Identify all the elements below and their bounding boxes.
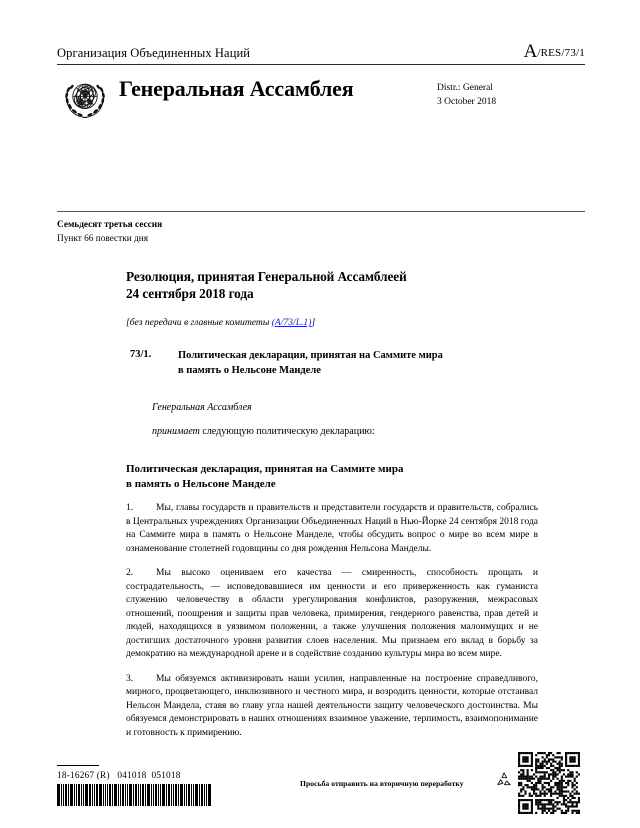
barcode-bar xyxy=(127,784,128,806)
uncommitted-text: без передачи в главные комитеты xyxy=(129,317,272,329)
paragraph-text: Мы, главы государств и правительств и представители государств и правительств, собрались в Центральных учреждениях Организации Объединенных Наций в Нью-Йорке 24 сентября 2018 года на Саммите мира в память о Нельсоне Манделе, чтобы обсудить вопрос о мире во всем мире в ознаменование столетней годовщины со дня рождения Нельсона Манделы. xyxy=(126,503,538,554)
adoption-clause-rest: следующую политическую декларацию: xyxy=(199,425,375,437)
resolution-heading-line-1: Резолюция, принятая Генеральной Ассамблеей xyxy=(126,269,407,284)
barcode-bar xyxy=(92,784,93,806)
qr-code xyxy=(518,752,580,814)
paragraph-number: 1. xyxy=(126,503,134,514)
adopting-organ: Генеральная Ассамблея xyxy=(152,401,252,413)
uncommitted-bracket-open: [ xyxy=(126,317,130,329)
barcode-bar xyxy=(65,784,67,806)
declaration-heading-line-1: Политическая декларация, принятая на Саммите мира xyxy=(126,462,404,475)
barcode-bar xyxy=(122,784,124,806)
barcode-bar xyxy=(155,784,157,806)
barcode-bar xyxy=(162,784,165,806)
barcode-bar xyxy=(186,784,187,806)
resolution-heading-line-2: 24 сентября 2018 года xyxy=(126,286,254,302)
resolution-heading xyxy=(126,268,538,302)
paragraph-text: Мы обязуемся активизировать наши усилия, направленные на построение справедливого, мирного, процветающего, инклюзивного и честного мира, и возродить ценности, которые отстаивал Нельсон Мандела, ставя во главу угла нашей деятельности защиту человеческого достоинства. Мы обязуемся демонстрировать в наших отношениях взаимное уважение, терпимость, взаимопонимание и готовность к примирению. xyxy=(126,673,538,738)
barcode-bar xyxy=(83,784,84,806)
distribution-line: Distr.: General xyxy=(437,83,493,93)
barcode-bar xyxy=(114,784,117,806)
masthead xyxy=(57,42,585,123)
document-symbol xyxy=(524,42,585,61)
barcode-bar xyxy=(78,784,80,806)
uncommitted-note xyxy=(126,316,538,329)
barcode-bar xyxy=(105,784,106,806)
uncommitted-bracket-close: ] xyxy=(311,317,316,329)
paragraph-number: 2. xyxy=(126,568,134,579)
paragraph-text: Мы высоко оцениваем его качества — смиренность, способность прощать и сострадательность, — исповедовавшиеся им ценности и его приверженность как гуманиста служению человечеству в области урегулирования конфликтов, разоружения, межрасовых отношений, поощрения и защиты прав человека, примирения, гендерного равенства, прав детей и людей, находящихся в уязвимом положении, а также улучшения положения малоимущих и не достигших достаточного уровня развития слоев населения. Мы признаем его вклад в борьбу за демократию на международной арене и в содействие созданию культуры мира во всем мире. xyxy=(126,568,538,660)
barcode-bar xyxy=(188,784,190,806)
document-symbol-number: /RES/73/1 xyxy=(537,47,585,59)
declaration-heading-line-2: в память о Нельсоне Манделе xyxy=(126,477,276,490)
organization-row xyxy=(57,42,585,63)
recycle-icon xyxy=(494,770,514,790)
date-code-2: 051018 xyxy=(151,771,181,781)
session-rule xyxy=(57,211,585,212)
barcode-bar xyxy=(147,784,150,806)
barcode-bar xyxy=(138,784,139,806)
declaration-paragraph xyxy=(126,567,538,661)
resolution-title-line-1: Политическая декларация, принятая на Саммите мира xyxy=(178,350,443,362)
organization-name: Организация Объединенных Наций xyxy=(57,46,251,61)
barcode-bar xyxy=(103,784,104,806)
barcode-bar xyxy=(160,784,161,806)
barcode-bar xyxy=(96,784,98,806)
barcode-bar xyxy=(107,784,108,806)
barcode-bar xyxy=(99,784,102,806)
barcode-bar xyxy=(195,784,198,806)
distribution-block xyxy=(437,82,585,110)
barcode-bar xyxy=(125,784,126,806)
barcode-bar xyxy=(70,784,73,806)
organ-title-row xyxy=(57,72,585,123)
footer-rule xyxy=(57,765,99,766)
adoption-clause xyxy=(152,426,538,437)
organ-title: Генеральная Ассамблея xyxy=(119,76,354,101)
barcode-bar xyxy=(133,784,134,806)
document-body xyxy=(126,268,538,740)
barcode-bar xyxy=(153,784,154,806)
adoption-verb: принимает xyxy=(152,425,200,437)
paragraph-number: 3. xyxy=(126,673,134,684)
agenda-item: Пункт 66 повестки дня xyxy=(57,234,149,245)
barcode-bar xyxy=(85,784,88,806)
barcode-bar xyxy=(118,784,119,806)
declaration-heading xyxy=(126,462,538,492)
barcode-bar xyxy=(199,784,200,806)
barcode-bar xyxy=(120,784,121,806)
barcode-bar xyxy=(61,784,62,806)
barcode xyxy=(57,784,212,806)
un-emblem-icon xyxy=(57,73,113,123)
barcode-bar xyxy=(63,784,64,806)
barcode-bar xyxy=(109,784,111,806)
document-symbol-letter: A xyxy=(523,41,538,62)
barcode-bar xyxy=(81,784,82,806)
barcode-bar xyxy=(57,784,60,806)
barcode-bar xyxy=(151,784,152,806)
job-number: 18-16267 (R) xyxy=(57,771,110,781)
job-number-line xyxy=(57,771,181,781)
masthead-rule xyxy=(57,64,585,65)
barcode-bar xyxy=(168,784,170,806)
barcode-bar xyxy=(142,784,144,806)
barcode-bar xyxy=(129,784,132,806)
barcode-bar xyxy=(184,784,185,806)
resolution-title-block xyxy=(126,349,538,377)
barcode-bar xyxy=(171,784,172,806)
barcode-bar xyxy=(158,784,159,806)
declaration-paragraph xyxy=(126,502,538,556)
barcode-bar xyxy=(193,784,194,806)
resolution-number: 73/1. xyxy=(130,349,152,361)
resolution-title-line-2: в память о Нельсоне Манделе xyxy=(178,364,321,376)
barcode-bar xyxy=(76,784,77,806)
barcode-bar xyxy=(175,784,177,806)
resolution-title xyxy=(178,349,538,377)
date-code-1: 041018 xyxy=(117,771,147,781)
barcode-bar xyxy=(178,784,179,806)
related-document-link[interactable]: (A/73/L.1) xyxy=(271,317,312,329)
barcode-bar xyxy=(89,784,91,806)
barcode-bar xyxy=(201,784,203,806)
barcode-bar xyxy=(173,784,174,806)
barcode-bar xyxy=(135,784,137,806)
barcode-bar xyxy=(145,784,146,806)
session-block xyxy=(57,218,457,247)
barcode-bar xyxy=(206,784,207,806)
barcode-bar xyxy=(204,784,205,806)
session-name: Семьдесят третья сессия xyxy=(57,220,163,230)
barcode-bar xyxy=(166,784,167,806)
barcode-bar xyxy=(208,784,211,806)
barcode-bar xyxy=(68,784,69,806)
barcode-bar xyxy=(112,784,113,806)
barcode-bar xyxy=(191,784,192,806)
barcode-bar xyxy=(74,784,75,806)
barcode-bar xyxy=(94,784,95,806)
barcode-bar xyxy=(140,784,141,806)
declaration-paragraph xyxy=(126,673,538,740)
recycle-note: Просьба отправить на вторичную переработку xyxy=(300,779,464,788)
document-date: 3 October 2018 xyxy=(437,96,497,107)
barcode-bar xyxy=(180,784,183,806)
